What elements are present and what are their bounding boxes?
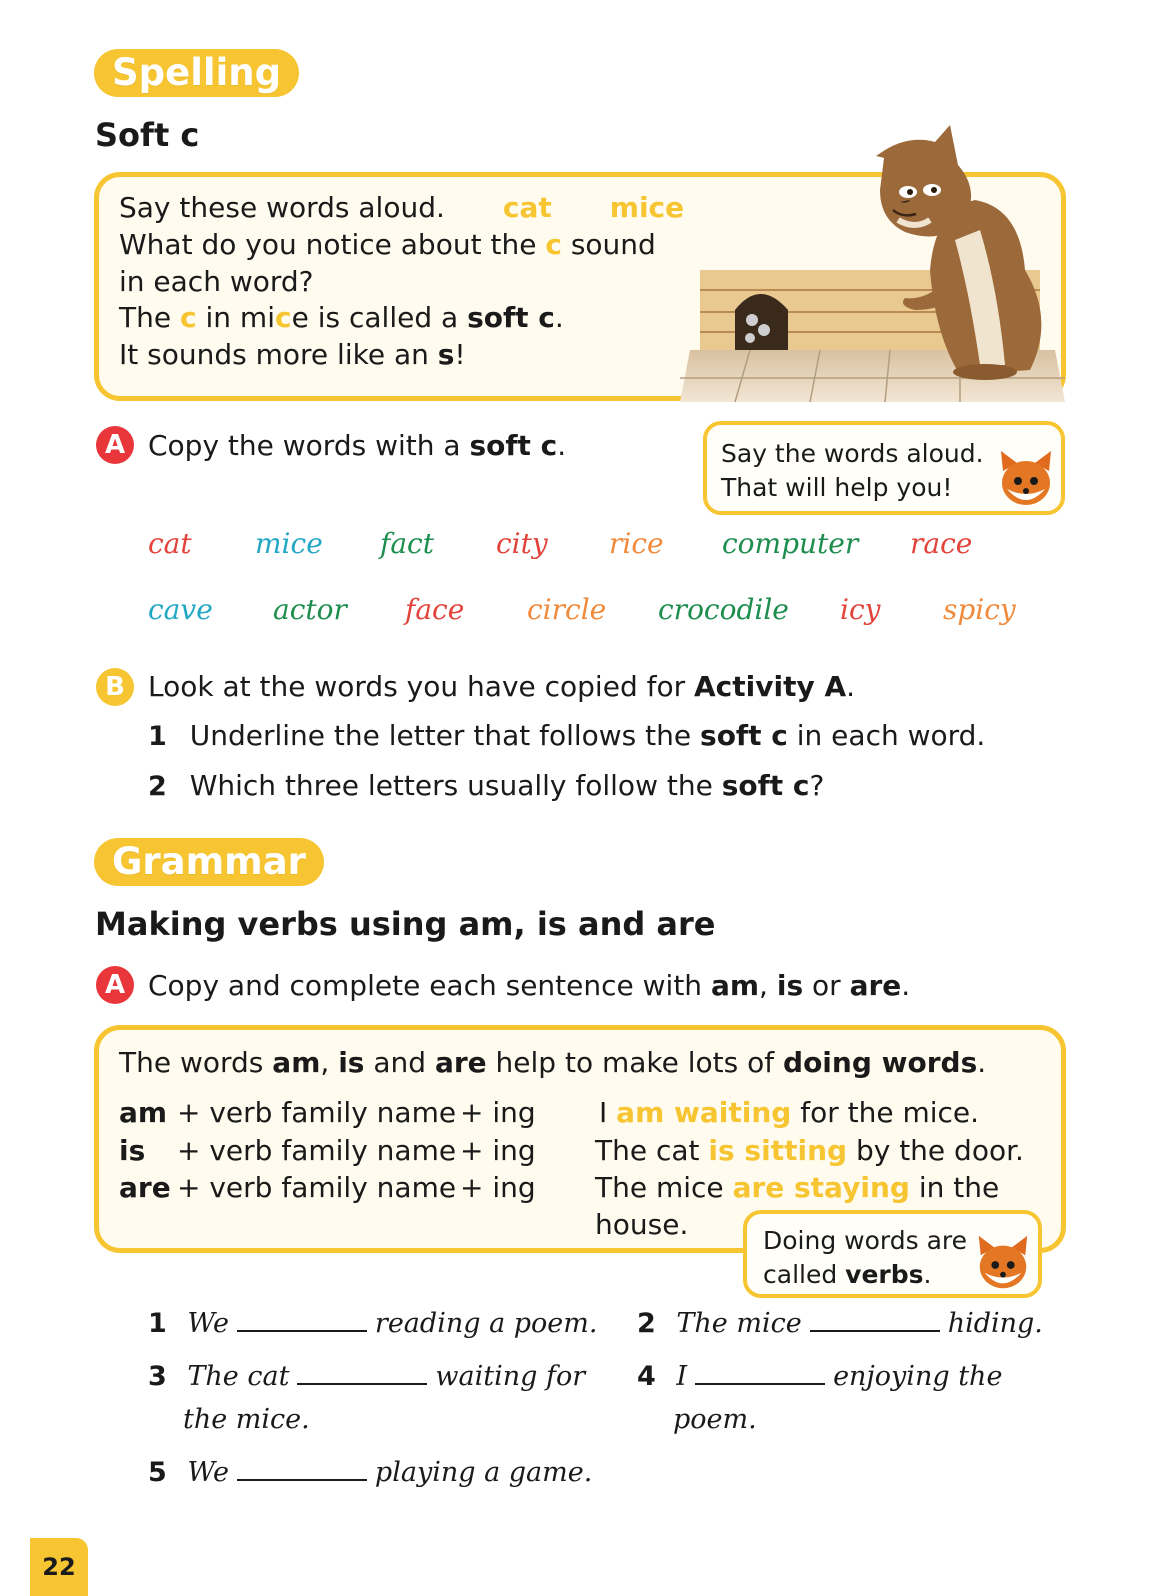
word-item: face	[405, 593, 465, 626]
word-item: circle	[527, 593, 607, 626]
tip-line-2: That will help you!	[721, 473, 953, 502]
fox-icon	[995, 449, 1057, 511]
section-label-spelling: Spelling	[94, 49, 299, 97]
word-list	[0, 522, 1175, 642]
answer-blank[interactable]	[810, 1308, 940, 1332]
rule-row: are	[119, 1171, 171, 1204]
rule-formula: + verb family name	[177, 1096, 457, 1129]
rule-row: is	[119, 1134, 146, 1167]
exercise-1: 1 We reading a poem.	[148, 1308, 598, 1339]
rule-example: The cat is sitting by the door.	[595, 1134, 1024, 1167]
answer-blank[interactable]	[237, 1308, 367, 1332]
activity-b-instruction: Look at the words you have copied for Activity A.	[148, 670, 856, 703]
answer-blank[interactable]	[695, 1361, 825, 1385]
word-item: actor	[273, 593, 347, 626]
cat-at-mouse-hole-illustration	[680, 120, 1065, 405]
grammar-activity-a-instruction: Copy and complete each sentence with am, is or are.	[148, 969, 911, 1002]
tip-bubble-verbs	[743, 1210, 1042, 1298]
word-item: city	[496, 527, 548, 560]
activity-a-badge: A	[96, 426, 134, 464]
section-label-grammar: Grammar	[94, 838, 324, 886]
word-item: cave	[148, 593, 213, 626]
info-text: Say these words aloud. cat mice What do you notice about the c sound in each word? The c in mice is called a soft c. It sounds more like an s!	[119, 191, 685, 371]
tip-line-1: Say the words aloud.	[721, 439, 984, 468]
rule-intro: The words am, is and are help to make lots of doing words.	[119, 1046, 987, 1079]
activity-b-badge: B	[96, 668, 134, 706]
exercise-4-continuation: poem.	[673, 1404, 757, 1435]
answer-blank[interactable]	[297, 1361, 427, 1385]
rule-ing: + ing	[460, 1134, 536, 1167]
tip-bubble-say-aloud	[703, 421, 1065, 515]
word-item: race	[910, 527, 973, 560]
fox-icon	[973, 1234, 1033, 1294]
spelling-title: Soft c	[95, 116, 200, 154]
rule-row: am	[119, 1096, 168, 1129]
rule-formula: + verb family name	[177, 1171, 457, 1204]
rule-example: The mice are staying in the	[595, 1171, 1000, 1204]
word-item: icy	[840, 593, 881, 626]
page-number: 22	[30, 1538, 88, 1596]
word-item: spicy	[943, 593, 1016, 626]
rule-example-continuation: house.	[595, 1208, 689, 1241]
exercise-2: 2 The mice hiding.	[637, 1308, 1043, 1339]
exercise-3-continuation: the mice.	[183, 1404, 310, 1435]
word-item: fact	[380, 527, 434, 560]
word-item: crocodile	[658, 593, 789, 626]
tip-line-1: Doing words are	[763, 1226, 968, 1255]
exercise-4: 4 I enjoying the	[637, 1361, 1003, 1392]
word-item: rice	[609, 527, 664, 560]
word-item: cat	[148, 527, 192, 560]
rule-formula: + verb family name	[177, 1134, 457, 1167]
answer-blank[interactable]	[237, 1457, 367, 1481]
rule-ing: + ing	[460, 1096, 536, 1129]
word-item: computer	[722, 527, 859, 560]
activity-b-item-2: 2 Which three letters usually follow the soft c?	[148, 769, 825, 802]
rule-example: I am waiting for the mice.	[599, 1096, 980, 1129]
activity-b-item-1: 1 Underline the letter that follows the soft c in each word.	[148, 719, 986, 752]
word-item: mice	[255, 527, 323, 560]
activity-a-instruction: Copy the words with a soft c.	[148, 429, 567, 462]
rule-ing: + ing	[460, 1171, 536, 1204]
grammar-title: Making verbs using am, is and are	[95, 905, 716, 943]
exercise-3: 3 The cat waiting for	[148, 1361, 586, 1392]
grammar-activity-a-badge: A	[96, 966, 134, 1004]
tip-line-2: called verbs.	[763, 1260, 932, 1289]
exercise-5: 5 We playing a game.	[148, 1457, 593, 1488]
